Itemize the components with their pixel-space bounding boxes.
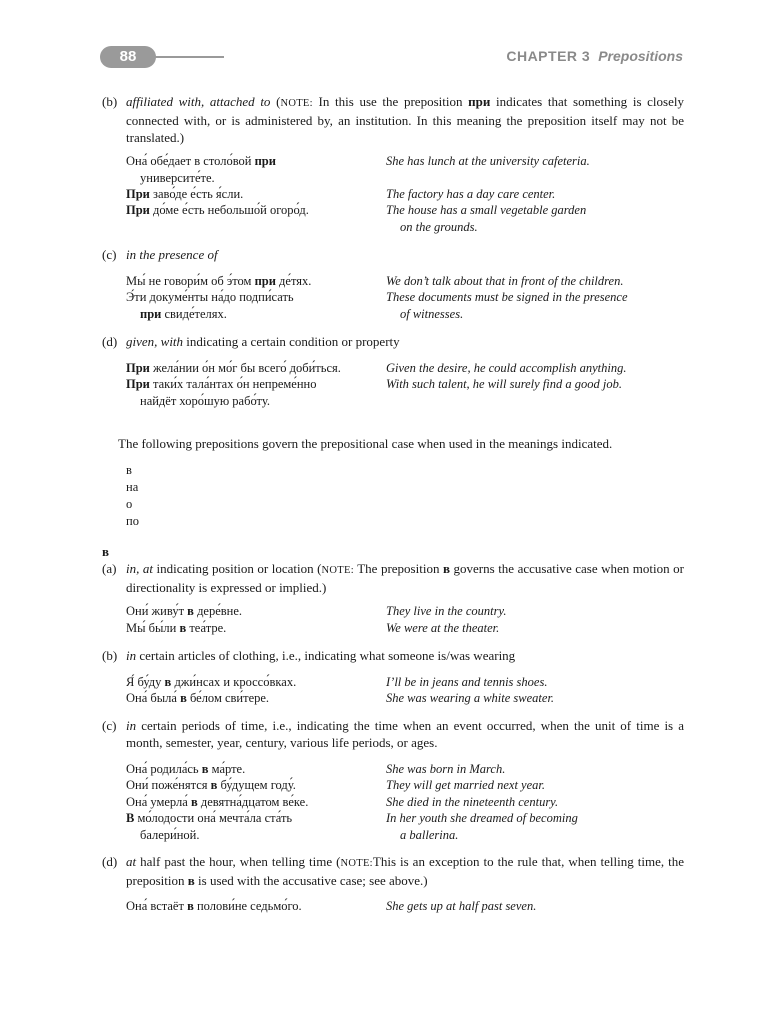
meaning: in	[126, 648, 137, 663]
intro-paragraph: The following prepositions govern the prepositional case when used in the meanings indicated.	[118, 436, 613, 451]
v-c-definition: (c) in certain periods of time, i.e., indicating the time when an event occurred, when the unit of time is a month, semester, year, century, various life periods, or ages.	[102, 718, 684, 750]
example-ru: Я́ бу́ду в джи́нсах и кроссо́вках.	[126, 675, 297, 689]
example-ru: Она́ была́ в бе́лом сви́тере.	[126, 691, 270, 705]
example-en: In her youth she dreamed of becoming a ballerina.	[386, 811, 578, 842]
example-ru: В мо́лодости она́ мечта́ла ста́ть балери́ной.	[126, 811, 293, 842]
example-en: She died in the nineteenth century.	[386, 795, 559, 809]
chapter-label: CHAPTER 3	[506, 48, 591, 64]
pri-b-definition: (b) affiliated with, attached to (NOTE: In this use the preposition при indicates that something is closely connected with, or is administered by, an institution. In this meaning the preposition itself may not be translated.)	[102, 94, 684, 145]
example-ru: При заво́де е́сть я́сли.	[126, 187, 244, 201]
meaning: in, at	[126, 561, 153, 576]
list-item: в	[126, 463, 132, 477]
example-ru: Она́ обе́дает в столо́вой при университе́те.	[126, 154, 276, 185]
v-b-definition: (b) in certain articles of clothing, i.e., indicating what someone is/was wearing	[102, 648, 516, 663]
meaning: in	[126, 718, 137, 733]
item-label: (b)	[102, 94, 118, 109]
example-en: These documents must be signed in the presence of witnesses.	[386, 290, 628, 321]
example-en: With such talent, he will surely find a good job.	[386, 377, 622, 391]
example-ru: Мы́ бы́ли в теа́тре.	[126, 621, 227, 635]
header-rule	[150, 56, 224, 58]
list-item: о	[126, 497, 133, 511]
example-en: She gets up at half past seven.	[386, 899, 537, 913]
v-d-definition: (d) at half past the hour, when telling time (NOTE:This is an exception to the rule that, when telling time, the preposition в is used with the accusative case; see above.)	[102, 854, 684, 888]
example-en: She was born in March.	[386, 762, 506, 776]
meaning: given, with	[126, 334, 184, 349]
example-ru: Они́ живу́т в дере́вне.	[126, 604, 243, 618]
example-ru: При таки́х тала́нтах о́н непреме́нно найдёт хоро́шую рабо́ту.	[126, 377, 317, 408]
list-item: по	[126, 514, 139, 528]
example-en: She was wearing a white sweater.	[386, 691, 555, 705]
example-ru: Мы́ не говори́м об э́том при де́тях.	[126, 274, 312, 288]
preposition: в	[442, 561, 450, 576]
preposition: при	[468, 94, 491, 109]
page-number: 88	[100, 46, 156, 68]
note-label: NOTE:	[280, 98, 313, 109]
note-label: NOTE:	[340, 858, 373, 869]
example-en: We were at the theater.	[386, 621, 500, 635]
example-en: The house has a small vegetable garden on the grounds.	[386, 203, 587, 234]
note-label: NOTE:	[321, 565, 354, 576]
example-ru: Э́ти докуме́нты на́до подпи́сать при свиде́телях.	[126, 290, 294, 321]
example-ru: Она́ встаёт в полови́не седьмо́го.	[126, 899, 302, 913]
meaning: at	[126, 854, 137, 869]
example-ru: Они́ поже́нятся в бу́дущем году́.	[126, 778, 296, 792]
chapter-title: Prepositions	[598, 48, 683, 64]
v-a-definition: (a) in, at indicating position or location (NOTE: The preposition в governs the accusative case when motion or directionality is expressed or implied.)	[102, 561, 684, 595]
example-ru: При до́ме е́сть небольшо́й огоро́д.	[126, 203, 309, 217]
preposition-list	[126, 462, 139, 530]
example-en: The factory has a day care center.	[386, 187, 556, 201]
example-en: She has lunch at the university cafeteria.	[386, 154, 590, 168]
preposition: в	[187, 873, 195, 888]
meaning: affiliated with, attached to	[126, 94, 271, 109]
pri-c-definition: (c) in the presence of	[102, 247, 218, 262]
example-en: They live in the country.	[386, 604, 507, 618]
example-ru: Она́ родила́сь в ма́рте.	[126, 762, 246, 776]
meaning: in the presence of	[126, 247, 218, 262]
chapter-heading	[506, 48, 683, 64]
example-en: We don’t talk about that in front of the children.	[386, 274, 624, 288]
section-heading-v: в	[102, 544, 110, 559]
example-en: Given the desire, he could accomplish anything.	[386, 361, 627, 375]
example-ru: При жела́нии о́н мо́г бы всего́ доби́ться.	[126, 361, 341, 375]
example-en: They will get married next year.	[386, 778, 545, 792]
example-ru: Она́ умерла́ в девятна́дцатом ве́ке.	[126, 795, 309, 809]
example-en: I’ll be in jeans and tennis shoes.	[386, 675, 548, 689]
pri-d-definition: (d) given, with indicating a certain condition or property	[102, 334, 400, 349]
list-item: на	[126, 480, 139, 494]
